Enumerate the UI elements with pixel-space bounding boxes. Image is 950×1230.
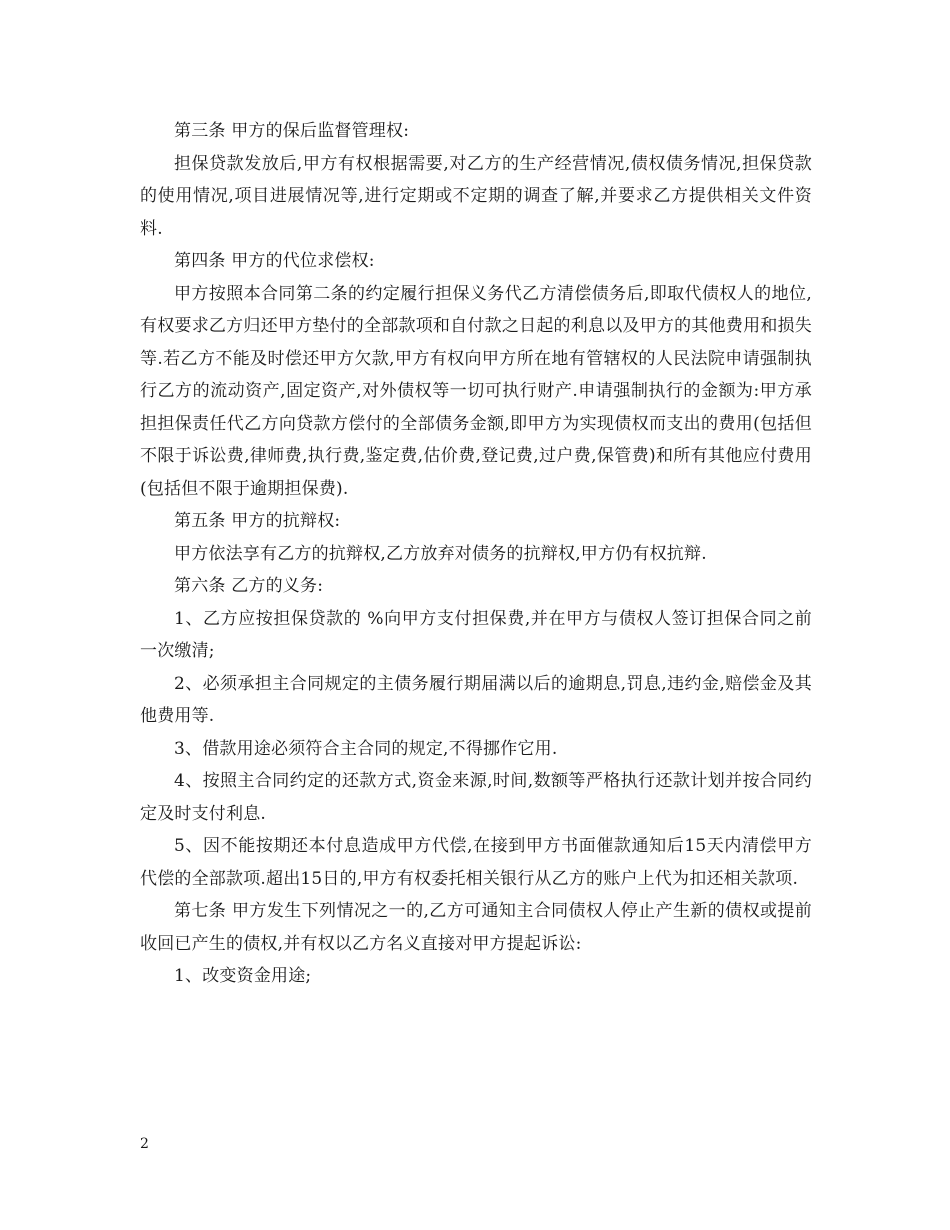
article-5-text: 甲方依法享有乙方的抗辩权,乙方放弃对债务的抗辩权,甲方仍有权抗辩. <box>174 543 707 564</box>
article-3-heading: 第三条 甲方的保后监督管理权: <box>174 121 410 141</box>
article-6-item-2: 2、必须承担主合同规定的主债务履行期届满以后的逾期息,罚息,违约金,赔偿金及其他费用等. <box>140 673 812 726</box>
article-7-item-1: 1、改变资金用途; <box>174 966 312 986</box>
article-6-item-3: 3、借款用途必须符合主合同的规定,不得挪作它用. <box>174 738 558 759</box>
document-body <box>140 115 812 993</box>
article-6-item-1: 1、乙方应按担保贷款的 %向甲方支付担保费,并在甲方与债权人签订担保合同之前一次缴清; <box>140 608 812 661</box>
article-7-heading: 第七条 甲方发生下列情况之一的,乙方可通知主合同债权人停止产生新的债权或提前收回已产生的债权,并有权以乙方名义直接对甲方提起诉讼: <box>140 901 812 954</box>
article-4-heading: 第四条 甲方的代位求偿权: <box>174 251 375 271</box>
article-6-heading: 第六条 乙方的义务: <box>174 576 324 596</box>
page-number: 2 <box>140 1136 149 1152</box>
article-6-item-5: 5、因不能按期还本付息造成甲方代偿,在接到甲方书面催款通知后15天内清偿甲方代偿的全部款项.超出15日的,甲方有权委托相关银行从乙方的账户上代为扣还相关款项. <box>140 836 812 889</box>
article-3-text: 担保贷款发放后,甲方有权根据需要,对乙方的生产经营情况,债权债务情况,担保贷款的使用情况,项目进展情况等,进行定期或不定期的调查了解,并要求乙方提供相关文件资料. <box>140 153 812 239</box>
article-4-text: 甲方按照本合同第二条的约定履行担保义务代乙方清偿债务后,即取代债权人的地位,有权要求乙方归还甲方垫付的全部款项和自付款之日起的利息以及甲方的其他费用和损失等.若乙方不能及时偿还甲方欠款,甲方有权向甲方所在地有管辖权的人民法院申请强制执行乙方的流动资产,固定资产,对外债权等一切可执行财产.申请强制执行的金额为:甲方承担担保责任代乙方向贷款方偿付的全部债务金额,即甲方为实现债权而支出的费用(包括但不限于诉讼费,律师费,执行费,鉴定费,估价费,登记费,过户费,保管费)和所有其他应付费用(包括但不限于逾期担保费). <box>140 283 812 499</box>
article-6-item-4: 4、按照主合同约定的还款方式,资金来源,时间,数额等严格执行还款计划并按合同约定及时支付利息. <box>140 771 812 824</box>
article-5-heading: 第五条 甲方的抗辩权: <box>174 511 341 531</box>
